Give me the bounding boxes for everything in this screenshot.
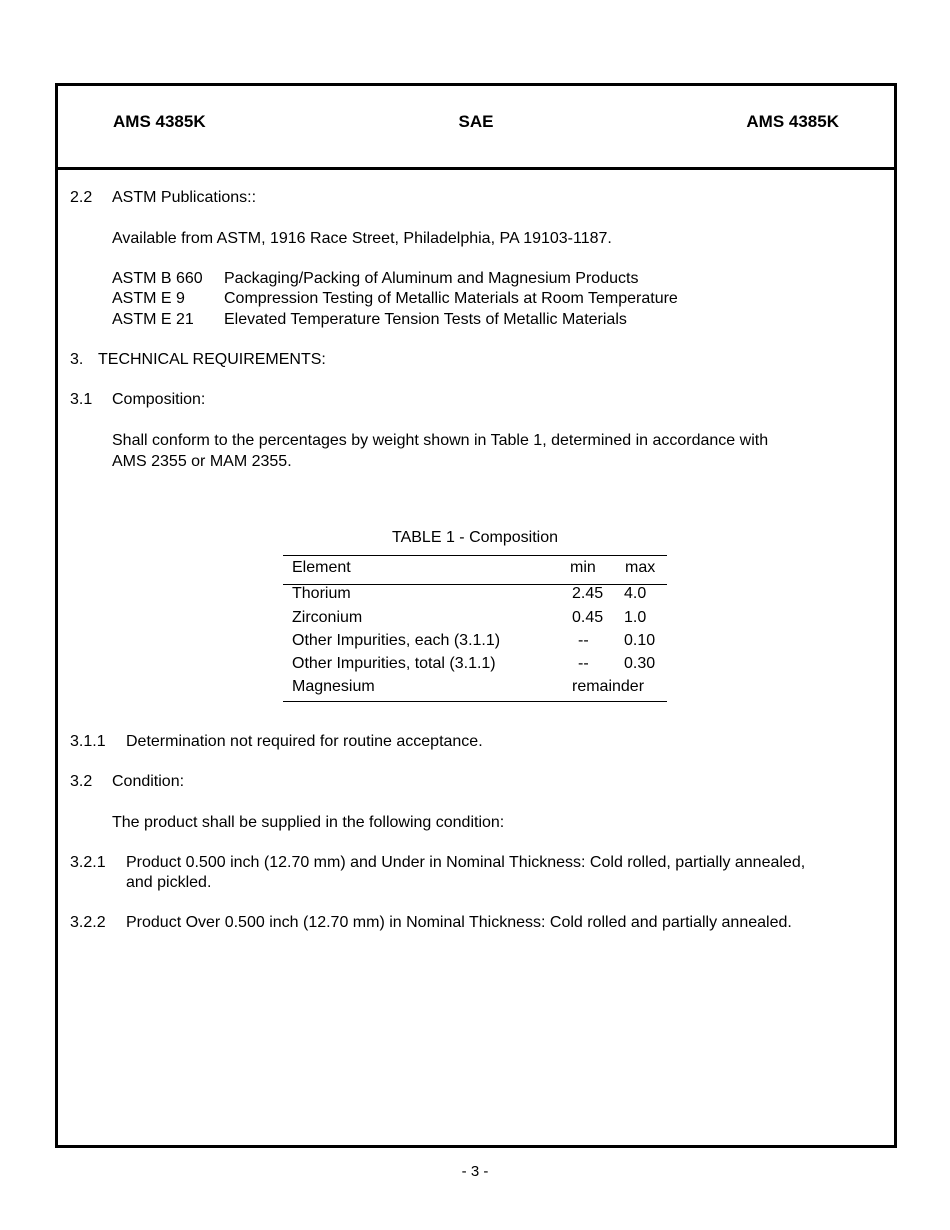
table-header-max: max <box>625 559 656 576</box>
table-top-rule <box>283 555 667 556</box>
table-cell-element: Thorium <box>292 585 351 602</box>
table-cell-max: 1.0 <box>624 609 647 626</box>
section-3-2-1-text: and pickled. <box>126 874 212 891</box>
section-3-number: 3. <box>70 351 84 368</box>
table-cell-max: 0.10 <box>624 632 656 649</box>
section-3-2-body: The product shall be supplied in the following condition: <box>112 814 505 831</box>
ref-code: ASTM E 21 <box>112 311 194 328</box>
table-cell-element: Zirconium <box>292 609 363 626</box>
table-cell-element: Other Impurities, each (3.1.1) <box>292 632 501 649</box>
astm-availability: Available from ASTM, 1916 Race Street, Philadelphia, PA 19103-1187. <box>112 230 612 247</box>
table-cell-min: 0.45 <box>572 609 604 626</box>
section-3-1-body: AMS 2355 or MAM 2355. <box>112 453 292 470</box>
table-cell-min: 2.45 <box>572 585 604 602</box>
header-org: SAE <box>458 112 494 131</box>
section-2-2-title: ASTM Publications:: <box>112 189 257 206</box>
ref-title: Compression Testing of Metallic Materials at Room Temperature <box>224 290 678 307</box>
ref-code: ASTM B 660 <box>112 270 203 287</box>
section-3-2-title: Condition: <box>112 773 185 790</box>
section-3-2-2-number: 3.2.2 <box>70 914 106 931</box>
ref-title: Elevated Temperature Tension Tests of Metallic Materials <box>224 311 627 328</box>
table-cell-min: -- <box>578 655 589 672</box>
page-number: - 3 - <box>461 1163 489 1180</box>
section-3-1-title: Composition: <box>112 391 206 408</box>
table-cell-element: Other Impurities, total (3.1.1) <box>292 655 496 672</box>
page-header <box>58 86 894 170</box>
section-3-1-number: 3.1 <box>70 391 93 408</box>
section-3-2-number: 3.2 <box>70 773 93 790</box>
header-doc-number-right: AMS 4385K <box>746 112 839 131</box>
table-cell-max: 0.30 <box>624 655 656 672</box>
header-doc-number-left: AMS 4385K <box>113 112 206 131</box>
section-3-2-2-text: Product Over 0.500 inch (12.70 mm) in Nominal Thickness: Cold rolled and partially annealed. <box>126 914 792 931</box>
ref-code: ASTM E 9 <box>112 290 185 307</box>
table-cell-max: 4.0 <box>624 585 647 602</box>
section-2-2-number: 2.2 <box>70 189 93 206</box>
section-3-title: TECHNICAL REQUIREMENTS: <box>98 351 326 368</box>
table-cell-min: -- <box>578 632 589 649</box>
table-bottom-rule <box>283 701 667 702</box>
table-caption: TABLE 1 - Composition <box>392 529 558 546</box>
section-3-2-1-number: 3.2.1 <box>70 854 106 871</box>
section-3-1-body: Shall conform to the percentages by weight shown in Table 1, determined in accordance with <box>112 432 769 449</box>
section-3-2-1-text: Product 0.500 inch (12.70 mm) and Under in Nominal Thickness: Cold rolled, partially annealed, <box>126 854 806 871</box>
table-cell-element: Magnesium <box>292 678 375 695</box>
section-3-1-1-number: 3.1.1 <box>70 733 106 750</box>
table-header-element: Element <box>292 559 351 576</box>
section-3-1-1-text: Determination not required for routine acceptance. <box>126 733 483 750</box>
table-cell-remainder: remainder <box>572 678 645 695</box>
ref-title: Packaging/Packing of Aluminum and Magnesium Products <box>224 270 639 287</box>
table-header-min: min <box>570 559 596 576</box>
